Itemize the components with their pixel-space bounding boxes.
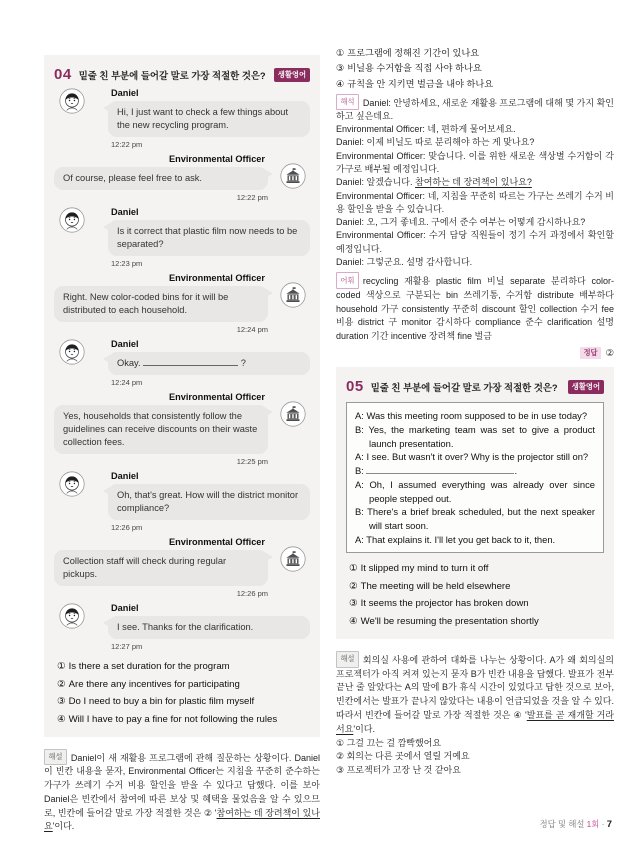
officer-building-avatar-icon — [280, 282, 306, 308]
translation-text: Daniel: 알겠습니다. — [336, 177, 415, 188]
translation-text: Environmental Officer: 네, 지침을 꾸준히 따르는 가구는 쓰레기 수거 비용 할인을 받을 수 있습니다. — [336, 190, 614, 214]
option-marker: ① — [349, 563, 358, 575]
option-text: 프로젝터가 고장 난 것 같아요 — [346, 765, 461, 776]
message-time: 12:26 pm — [111, 523, 143, 532]
explanation-text-end: '이다. — [52, 821, 75, 832]
dialogue-line-with-blank — [355, 464, 595, 478]
option-marker: ① — [336, 47, 345, 58]
chat-message — [54, 154, 310, 202]
option-marker: ④ — [57, 713, 66, 725]
dialogue-line — [355, 423, 595, 450]
explanation-answer-underlined: 발표를 곧 재개할 거라서요 — [336, 710, 614, 734]
officer-building-avatar-icon — [280, 546, 306, 572]
footer-label: 정답 및 해설 — [539, 819, 585, 829]
daniel-avatar-icon — [59, 471, 85, 497]
dialogue-text: Was this meeting room supposed to be in use today? — [366, 410, 588, 422]
chat-message — [54, 537, 310, 598]
right-column — [336, 44, 614, 834]
question-05-dialogue-box — [346, 402, 604, 553]
message-bubble: Collection staff will check during regular pickups. — [54, 550, 268, 586]
chat-message-with-blank — [54, 339, 310, 387]
dialogue-line — [355, 533, 595, 547]
question-05-options — [346, 562, 604, 629]
sender-name: Environmental Officer — [169, 154, 265, 164]
blank-post-text: . — [514, 465, 518, 477]
option-4 — [57, 713, 310, 727]
wrong-option-ko — [336, 46, 614, 60]
chat-message — [54, 392, 310, 466]
option-4 — [349, 615, 604, 629]
translation-answer-underlined: 참여하는 데 장려책이 있나요? — [415, 177, 532, 188]
option-1 — [57, 660, 310, 674]
footer-round: 1회 — [586, 819, 600, 829]
message-bubble: Yes, households that consistently follow the guidelines can receive discounts on their waste collection fees. — [54, 405, 268, 454]
dialogue-line — [355, 505, 595, 532]
question-04-card — [44, 55, 320, 737]
option-marker: ② — [336, 751, 345, 762]
option-text: Do I need to buy a bin for plastic film myself — [68, 696, 255, 707]
translation-line — [336, 190, 614, 217]
wrong-option-ko — [336, 764, 614, 778]
message-time: 12:22 pm — [111, 140, 143, 149]
sender-name: Environmental Officer — [169, 537, 265, 547]
option-text: The meeting will be held elsewhere — [360, 580, 511, 592]
dialogue-text: Oh, I assumed everything was already over since people stepped out. — [369, 478, 595, 504]
chat-message — [54, 273, 310, 334]
option-text: 비닐용 수거함을 직접 사야 하나요 — [347, 63, 482, 73]
question-04-explanation — [44, 749, 320, 835]
speaker-label: A: — [355, 478, 364, 490]
translation-line — [336, 216, 614, 229]
option-3 — [349, 597, 604, 611]
explanation-badge: 해설 — [336, 651, 359, 668]
sender-name: Environmental Officer — [169, 273, 265, 283]
question-number: 05 — [346, 378, 364, 396]
explanation-text-end: '이다. — [353, 723, 375, 734]
question-05-card — [336, 367, 614, 639]
option-text: It slipped my mind to turn it off — [360, 563, 489, 575]
message-bubble: Oh, that's great. How will the district monitor compliance? — [108, 484, 310, 520]
message-bubble: Of course, please feel free to ask. — [54, 167, 268, 190]
left-column — [44, 44, 320, 834]
chat-message — [54, 207, 310, 268]
message-time: 12:26 pm — [236, 589, 268, 598]
category-badge: 생활영어 — [274, 68, 310, 82]
translation-text: Daniel: 그렇군요. 설명 감사합니다. — [336, 257, 473, 268]
sender-name: Environmental Officer — [169, 392, 265, 402]
vocab-badge: 어휘 — [336, 272, 359, 289]
translation-line — [336, 176, 614, 189]
option-marker: ② — [57, 678, 66, 690]
blank-post-text: ? — [240, 358, 246, 368]
chat-message — [54, 88, 310, 149]
sender-name: Daniel — [111, 207, 139, 217]
translation-text: Environmental Officer: 맞습니다. 이를 위한 새로운 색상별 수거함이 각 가구로 배부될 예정입니다. — [336, 150, 614, 174]
dialogue-text: There's a brief break scheduled, but the next speaker will start soon. — [367, 506, 595, 531]
option-marker: ④ — [349, 615, 358, 627]
sender-name: Daniel — [111, 339, 139, 349]
speaker-label: A: — [355, 533, 364, 545]
message-time: 12:24 pm — [111, 378, 143, 387]
question-04-vocabulary — [336, 272, 614, 343]
option-marker: ① — [336, 737, 345, 748]
question-04-header — [54, 66, 310, 83]
daniel-avatar-icon — [59, 207, 85, 233]
option-marker: ③ — [57, 696, 66, 707]
message-time: 12:22 pm — [236, 193, 268, 202]
option-text: 회의는 다른 곳에서 열릴 거예요 — [346, 751, 470, 762]
category-badge: 생활영어 — [568, 380, 604, 394]
dialogue-text: I see. But wasn't it over? Why is the projector still on? — [366, 451, 589, 463]
option-1 — [349, 562, 604, 576]
option-3 — [57, 695, 310, 709]
vocab-text: recycling 재활용 plastic film 비닐 separate 분리하다 color-coded 색상으로 구분되는 bin 쓰레기통, 수거함 distribute 배부하다 household 가구 consistently 꾸준히 discount 할인 collection 수거 fee 비용 district 구 monitor 감시하다 compliance 준수 clarification 설명 duration 기간 incentive 장려책 fine 벌금 — [336, 276, 614, 341]
explanation-text: 회의실 사용에 관하여 대화를 나누는 상황이다. A가 왜 회의실의 프로젝터가 아직 켜져 있는지 묻자 B가 빈칸 내용을 답했다. 발표가 전부 끝난 줄 알았다는 A의 말에 B가 휴식 시간이 있었다고 답한 것으로 보아, 빈칸에서는 발표가 끝나지 않았다는 내용이 언급되었을 것을 알 수 있다. 따라서 빈칸에 들어갈 말로 가장 적절한 것은 ④ ' — [336, 654, 614, 721]
officer-building-avatar-icon — [280, 401, 306, 427]
speaker-label: A: — [355, 451, 364, 463]
option-text: It seems the projector has broken down — [360, 598, 529, 610]
blank-pre-text: Okay. — [117, 358, 141, 368]
option-text: 규칙을 안 지키면 벌금을 내야 하나요 — [347, 78, 494, 89]
option-marker: ④ — [336, 78, 345, 89]
question-title: 밑줄 친 부분에 들어갈 말로 가장 적절한 것은? — [370, 381, 558, 393]
option-text: 그걸 끄는 걸 깜빡했어요 — [346, 737, 442, 748]
answer-blank-line — [143, 357, 238, 366]
option-marker: ③ — [336, 765, 345, 776]
message-time: 12:27 pm — [111, 642, 143, 651]
translation-line — [336, 136, 614, 149]
question-number: 04 — [54, 66, 72, 83]
sender-name: Daniel — [111, 471, 139, 481]
officer-building-avatar-icon — [280, 163, 306, 189]
option-text: Are there any incentives for participating — [68, 678, 240, 690]
option-2 — [349, 580, 604, 594]
question-04-wrong-options-korean — [336, 46, 614, 91]
translation-text: Environmental Officer: 수거 담당 직원들이 정기 수거 과정에서 확인할 예정입니다. — [336, 230, 614, 254]
explanation-answer-underlined: 참여하는 데 장려책이 있나요 — [44, 807, 320, 832]
message-bubble: Hi, I just want to check a few things about the new recycling program. — [108, 101, 310, 137]
wrong-option-ko — [336, 750, 614, 764]
answer-blank-line — [366, 465, 514, 474]
wrong-option-ko — [336, 737, 614, 751]
dialogue-text: Yes, the marketing team was set to give a product launch presentation. — [368, 424, 595, 449]
chat-conversation — [54, 88, 310, 651]
footer-dot: · — [601, 819, 605, 829]
translation-text: Daniel: 안녕하세요, 새로운 재활용 프로그램에 대해 몇 가지 확인하고 싶은데요. — [336, 97, 614, 121]
chat-message — [54, 603, 310, 651]
daniel-avatar-icon — [59, 339, 85, 365]
sender-name: Daniel — [111, 88, 139, 98]
translation-line — [336, 94, 614, 124]
option-marker: ③ — [349, 598, 358, 610]
translation-text: Daniel: 오, 그거 좋네요. 구에서 준수 여부는 어떻게 감시하나요? — [336, 217, 586, 228]
page-footer — [540, 818, 612, 830]
message-bubble: Right. New color-coded bins for it will be distributed to each household. — [54, 286, 268, 322]
question-05-explanation — [336, 651, 614, 778]
explanation-badge: 해설 — [44, 749, 67, 766]
speaker-label: A: — [355, 410, 364, 422]
translation-line — [336, 150, 614, 177]
translation-badge: 해석 — [336, 94, 359, 110]
option-2 — [57, 678, 310, 692]
option-marker: ② — [349, 580, 358, 592]
translation-line — [336, 229, 614, 256]
dialogue-text: That explains it. I'll let you get back to it, then. — [366, 533, 556, 545]
option-text: Will I have to pay a fine for not following the rules — [68, 713, 278, 725]
message-bubble — [108, 352, 310, 375]
question-05-header — [346, 378, 604, 395]
option-text: 프로그램에 정해진 기간이 있나요 — [347, 47, 480, 58]
message-time: 12:25 pm — [236, 457, 268, 466]
speaker-label: B: — [355, 424, 364, 436]
answer-badge: 정답 — [580, 347, 602, 359]
question-04-translation — [336, 94, 614, 270]
wrong-option-ko — [336, 77, 614, 91]
wrong-option-ko — [336, 61, 614, 75]
translation-line — [336, 256, 614, 269]
chat-message — [54, 471, 310, 532]
option-marker: ③ — [336, 63, 345, 73]
sender-name: Daniel — [111, 603, 139, 613]
question-04-options — [54, 660, 310, 727]
message-bubble: Is it correct that plastic film now needs to be separated? — [108, 220, 310, 256]
page-number: 7 — [606, 819, 612, 830]
daniel-avatar-icon — [59, 603, 85, 629]
translation-text: Environmental Officer: 네, 편하게 물어보세요. — [336, 124, 516, 135]
message-time: 12:24 pm — [236, 325, 268, 334]
answer-value: ② — [605, 348, 614, 360]
question-04-answer — [336, 347, 614, 359]
speaker-label: B: — [355, 506, 364, 518]
speaker-label: B: — [355, 465, 364, 477]
dialogue-line — [355, 478, 595, 505]
option-text: Is there a set duration for the program — [68, 661, 230, 672]
translation-text: Daniel: 이제 비닐도 따로 분리해야 하는 게 맞나요? — [336, 137, 535, 148]
translation-line — [336, 123, 614, 136]
option-marker: ① — [57, 661, 66, 672]
daniel-avatar-icon — [59, 88, 85, 114]
dialogue-line — [355, 450, 595, 464]
dialogue-line — [355, 409, 595, 423]
message-time: 12:23 pm — [111, 259, 143, 268]
message-bubble: I see. Thanks for the clarification. — [108, 616, 310, 639]
option-text: We'll be resuming the presentation shortly — [360, 615, 539, 627]
explanation-text: Daniel이 새 재활용 프로그램에 관해 질문하는 상황이다. Daniel이 빈칸 내용을 묻자, Environmental Officer는 지침을 꾸준히 준수하는 가구가 쓰레기 수거 비용 할인을 받을 수 있다고 답했다. 이를 보아 Daniel은 빈칸에서 참여에 따른 보상 및 혜택을 물었음을 알 수 있으므로, 빈칸에 들어갈 말로 가장 적절한 것은 ② ' — [44, 752, 320, 818]
question-title: 밑줄 친 부분에 들어갈 말로 가장 적절한 것은? — [78, 69, 266, 81]
